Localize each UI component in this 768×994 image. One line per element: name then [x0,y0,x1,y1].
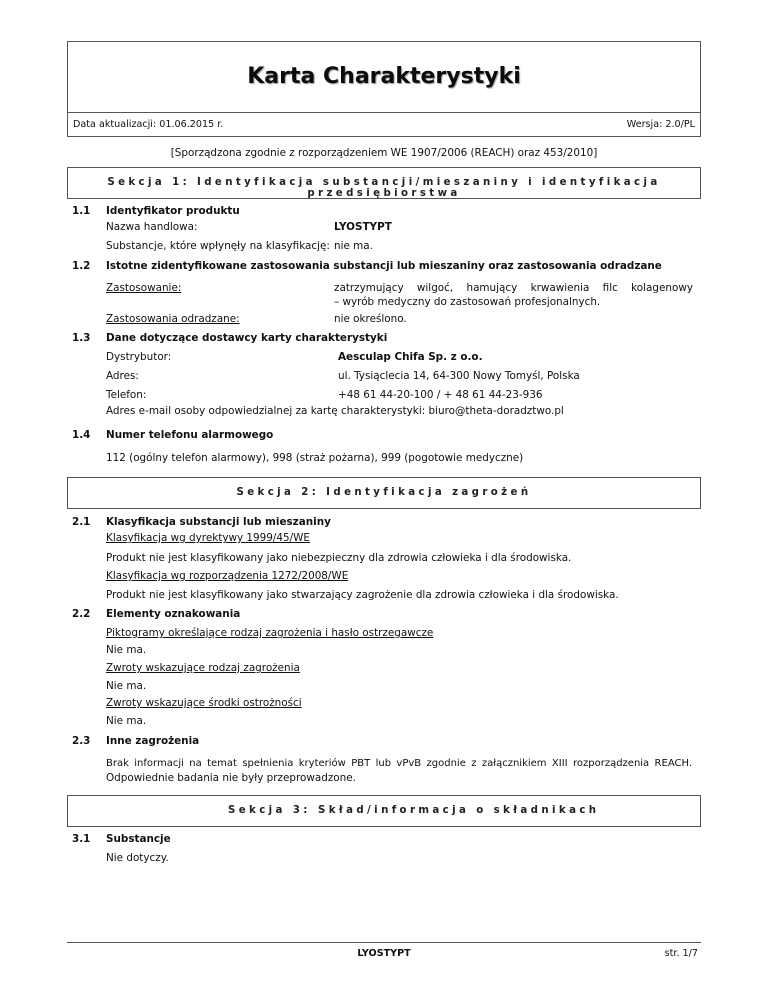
regulation-note: [Sporządzona zgodnie z rozporządzeniem WE 1907/2006 (REACH) oraz 453/2010] [170,147,598,159]
classification-label: Substancje, które wpłynęły na klasyfikację: [106,240,330,252]
classification-regulation-subheading: Klasyfikacja wg rozporządzenia 1272/2008/WE [106,570,349,582]
substances-text: Nie dotyczy. [106,852,169,864]
section-1-1-heading: Identyfikator produktu [106,205,240,217]
section-1-4-number: 1.4 [72,429,91,441]
phone-value: +48 61 44-20-100 / + 48 61 44-23-936 [338,389,543,401]
precautionary-statements-text: Nie ma. [106,715,147,727]
pictograms-text: Nie ma. [106,644,147,656]
section-3-header [67,795,701,827]
footer-page: str. 1/7 [664,948,698,959]
section-1-1-number: 1.1 [72,205,91,217]
section-2-title: Sekcja 2: Identyfikacja zagrożeń [236,487,532,498]
trade-name-label: Nazwa handlowa: [106,221,198,233]
section-1-2-number: 1.2 [72,260,91,272]
other-hazards-line-1: Brak informacji na temat spełnienia kryteriów PBT lub vPvB zgodnie z załącznikiem XIII rozporządzenia REACH. [106,758,692,769]
other-hazards-line-2: Odpowiednie badania nie były przeprowadzone. [106,772,356,784]
phone-label: Telefon: [106,389,147,401]
section-1-2-heading: Istotne zidentyfikowane zastosowania substancji lub mieszaniny oraz zastosowania odradzane [106,260,662,272]
update-date: Data aktualizacji: 01.06.2015 r. [73,119,224,130]
section-3-title-text: Skład/informacja o składnikach [318,805,600,816]
address-value: ul. Tysiąclecia 14, 64-300 Nowy Tomyśl, Polska [338,370,580,382]
version: Wersja: 2.0/PL [626,119,695,130]
email-line: Adres e-mail osoby odpowiedzialnej za kartę charakterystyki: biuro@theta-doradztwo.pl [106,405,564,417]
header-box [67,41,701,137]
section-1-3-number: 1.3 [72,332,91,344]
emergency-numbers: 112 (ogólny telefon alarmowy), 998 (straż pożarna), 999 (pogotowie medyczne) [106,452,524,464]
footer-product: LYOSTYPT [357,948,411,959]
document-title: Karta Charakterystyki [247,64,521,89]
discouraged-value: nie określono. [334,313,407,325]
classification-directive-text: Produkt nie jest klasyfikowany jako niebezpieczny dla zdrowia człowieka i dla środowiska. [106,552,572,564]
section-3-title-number: Sekcja 3: [228,805,311,816]
trade-name-value: LYOSTYPT [334,221,392,233]
section-1-header [67,167,701,199]
section-2-2-number: 2.2 [72,608,91,620]
hazard-statements-subheading: Zwroty wskazujące rodzaj zagrożenia [106,662,300,674]
use-value-line-1: zatrzymujący wilgoć, hamujący krwawienia filc kolagenowy [334,282,693,294]
distributor-value: Aesculap Chifa Sp. z o.o. [338,351,483,363]
section-2-1-heading: Klasyfikacja substancji lub mieszaniny [106,516,331,528]
section-2-1-number: 2.1 [72,516,91,528]
section-2-2-heading: Elementy oznakowania [106,608,241,620]
pictograms-subheading: Piktogramy określające rodzaj zagrożenia i hasło ostrzegawcze [106,627,434,639]
use-value-line-2: – wyrób medyczny do zastosowań profesjonalnych. [334,296,601,308]
section-2-3-number: 2.3 [72,735,91,747]
section-1-3-heading: Dane dotyczące dostawcy karty charakterystyki [106,332,388,344]
section-1-title: Sekcja 1: Identyfikacja substancji/mieszaniny i identyfikacja przedsiębiorstwa [107,177,661,199]
classification-regulation-text: Produkt nie jest klasyfikowany jako stwarzający zagrożenie dla zdrowia człowieka i dla środowiska. [106,589,619,601]
use-label: Zastosowanie: [106,282,182,294]
distributor-label: Dystrybutor: [106,351,172,363]
hazard-statements-text: Nie ma. [106,680,147,692]
section-2-header [67,477,701,509]
section-3-1-heading: Substancje [106,833,171,845]
header-divider [68,112,700,113]
classification-directive-subheading: Klasyfikacja wg dyrektywy 1999/45/WE [106,532,310,544]
address-label: Adres: [106,370,139,382]
precautionary-statements-subheading: Zwroty wskazujące środki ostrożności [106,697,302,709]
discouraged-label: Zastosowania odradzane: [106,313,240,325]
footer-divider [67,942,701,943]
section-1-4-heading: Numer telefonu alarmowego [106,429,274,441]
section-2-3-heading: Inne zagrożenia [106,735,200,747]
section-3-1-number: 3.1 [72,833,91,845]
classification-value: nie ma. [334,240,373,252]
